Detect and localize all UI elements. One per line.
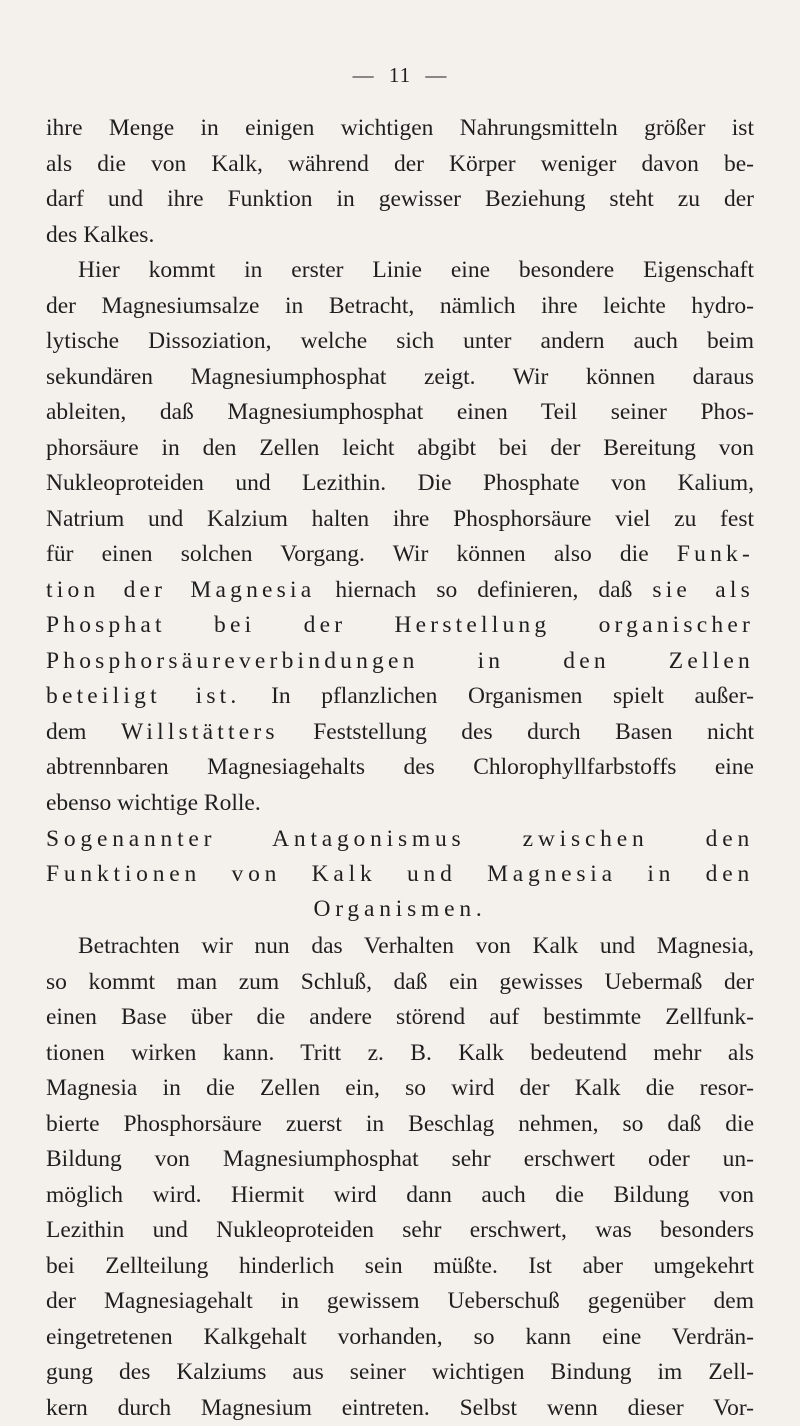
text-line: Natrium und Kalzium halten ihre Phosphorsäure viel zu fest	[46, 502, 754, 538]
spaced-emphasis: sie als	[652, 577, 754, 603]
text-run: hiernach so definieren, daß	[335, 577, 632, 603]
text-line: bierte Phosphorsäure zuerst in Beschlag nehmen, so daß die	[46, 1107, 754, 1143]
heading-line: Sogenannter Antagonismus zwischen den	[46, 822, 754, 857]
text-line: so kommt man zum Schluß, daß ein gewisses Uebermaß der	[46, 965, 754, 1001]
text-run: In pflanzlichen Organismen spielt außer-	[271, 683, 754, 709]
text-line: möglich wird. Hiermit wird dann auch die Bildung von	[46, 1178, 754, 1214]
text-line	[46, 679, 754, 715]
text-line: des Kalkes.	[46, 218, 754, 254]
page-header	[0, 63, 800, 88]
heading-line: Funktionen von Kalk und Magnesia in den	[46, 857, 754, 892]
text-line: der Magnesiumsalze in Betracht, nämlich ihre leichte hydro-	[46, 289, 754, 325]
text-line: sekundären Magnesiumphosphat zeigt. Wir können daraus	[46, 360, 754, 396]
text-line: abtrennbaren Magnesiagehalts des Chlorophyllfarbstoffs eine	[46, 750, 754, 786]
text-line: darf und ihre Funktion in gewisser Beziehung steht zu der	[46, 182, 754, 218]
text-line: Bildung von Magnesiumphosphat sehr erschwert oder un-	[46, 1142, 754, 1178]
text-line: Hier kommt in erster Linie eine besondere Eigenschaft	[46, 253, 754, 289]
heading-line: Organismen.	[46, 892, 754, 927]
header-dash-left: —	[353, 63, 375, 87]
text-line: einen Base über die andere störend auf bestimmte Zellfunk-	[46, 1000, 754, 1036]
text-line: gung des Kalziums aus seiner wichtigen Bindung im Zell-	[46, 1355, 754, 1391]
text-line: der Magnesiagehalt in gewissem Ueberschuß gegenüber dem	[46, 1284, 754, 1320]
text-run: für einen solchen Vorgang. Wir können also die	[46, 541, 649, 567]
text-line: phorsäure in den Zellen leicht abgibt bei der Bereitung von	[46, 431, 754, 467]
spaced-emphasis: tion der Magnesia	[46, 577, 315, 603]
text-line	[46, 537, 754, 573]
text-run: Feststellung des durch Basen nicht	[313, 719, 754, 745]
text-run: dem	[46, 719, 86, 745]
text-line: bei Zellteilung hinderlich sein müßte. Ist aber umgekehrt	[46, 1249, 754, 1285]
text-line: kern durch Magnesium eintreten. Selbst wenn dieser Vor-	[46, 1391, 754, 1426]
paragraph-1	[46, 111, 754, 253]
paragraph-3	[46, 929, 754, 1426]
text-line: eingetretenen Kalkgehalt vorhanden, so kann eine Verdrän-	[46, 1320, 754, 1356]
spaced-emphasis: Willstätters	[121, 719, 279, 745]
text-line: Lezithin und Nukleoproteiden sehr erschwert, was besonders	[46, 1213, 754, 1249]
text-line: tionen wirken kann. Tritt z. B. Kalk bedeutend mehr als	[46, 1036, 754, 1072]
text-line: Magnesia in die Zellen ein, so wird der Kalk die resor-	[46, 1071, 754, 1107]
header-dash-right: —	[425, 63, 447, 87]
text-line	[46, 573, 754, 609]
page-number: 11	[389, 63, 411, 87]
spaced-emphasis: beteiligt ist.	[46, 683, 240, 709]
text-line: als die von Kalk, während der Körper weniger davon be-	[46, 147, 754, 183]
section-heading	[46, 822, 754, 927]
text-line: lytische Dissoziation, welche sich unter andern auch beim	[46, 324, 754, 360]
text-line: ihre Menge in einigen wichtigen Nahrungsmitteln größer ist	[46, 111, 754, 147]
text-line: ableiten, daß Magnesiumphosphat einen Teil seiner Phos-	[46, 395, 754, 431]
text-line: Betrachten wir nun das Verhalten von Kalk und Magnesia,	[46, 929, 754, 965]
paragraph-2	[46, 253, 754, 821]
text-line	[46, 715, 754, 751]
text-line: Nukleoproteiden und Lezithin. Die Phosphate von Kalium,	[46, 466, 754, 502]
spaced-emphasis-line: Phosphorsäureverbindungen in den Zellen	[46, 644, 754, 680]
text-line: ebenso wichtige Rolle.	[46, 786, 754, 822]
spaced-emphasis-line: Phosphat bei der Herstellung organischer	[46, 608, 754, 644]
spaced-emphasis: Funk-	[677, 541, 754, 567]
